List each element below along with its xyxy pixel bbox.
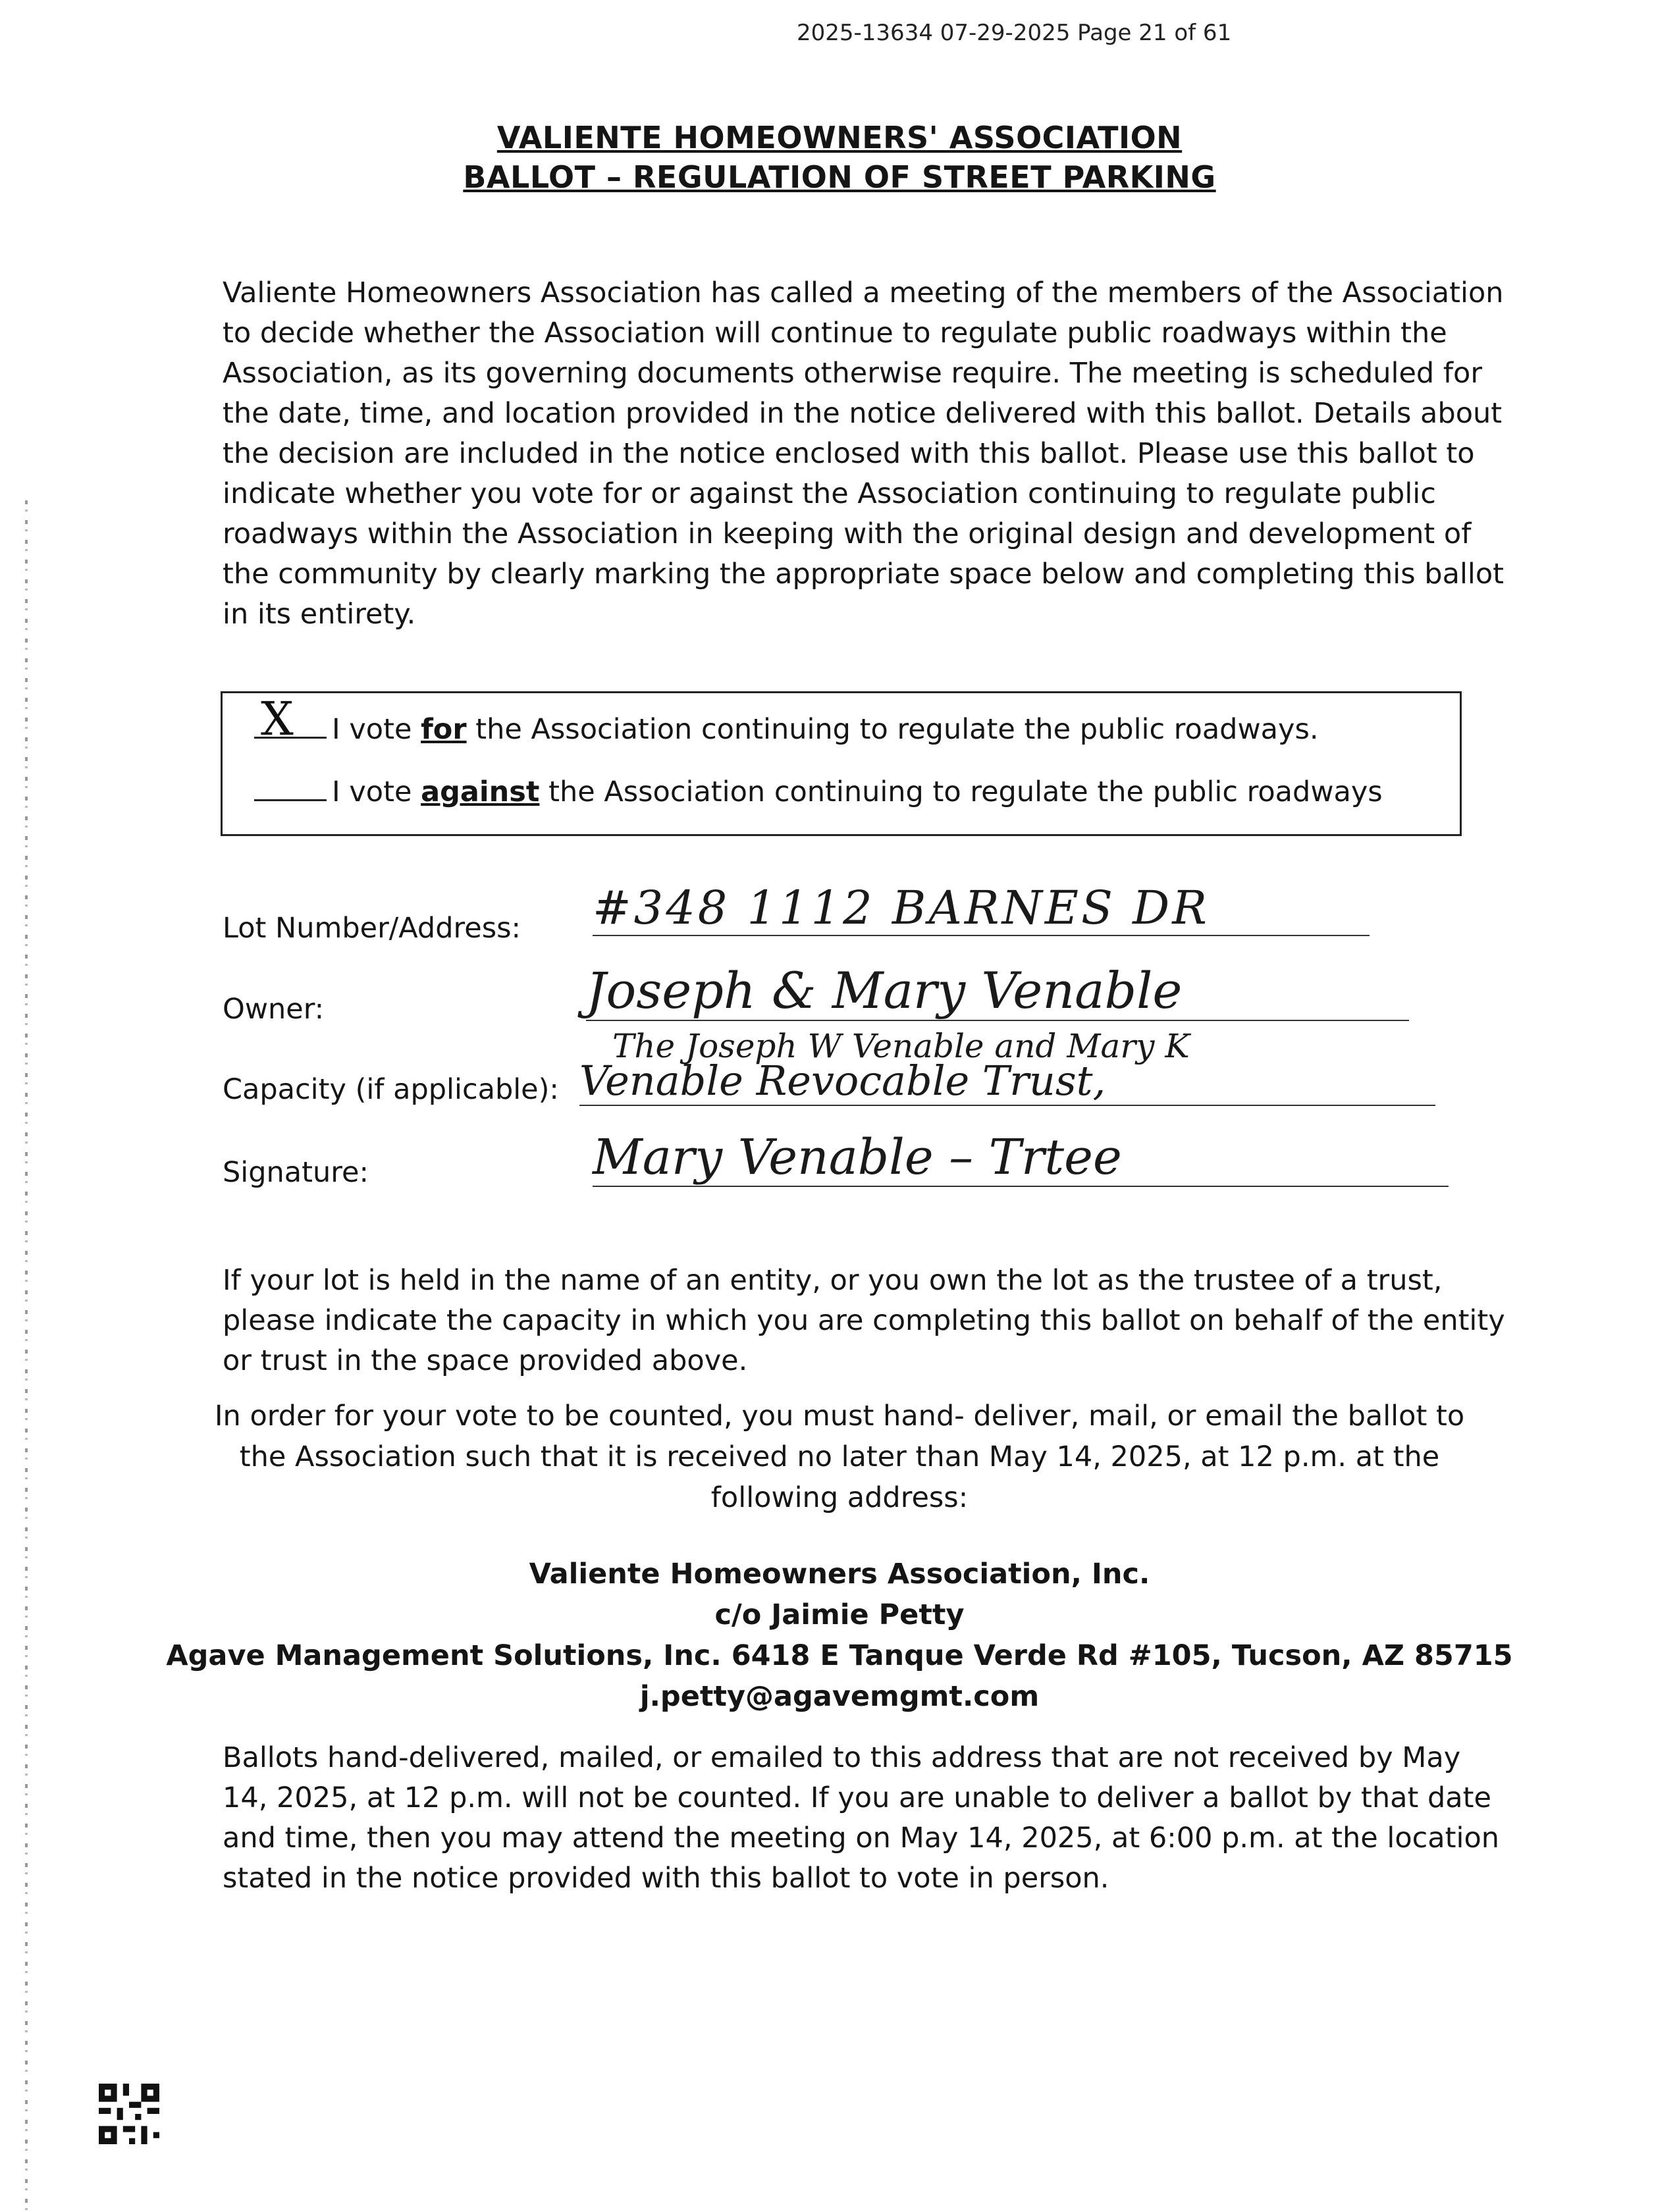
delivery-line3: following address: (710, 1481, 969, 1514)
vote-for-mark: X (261, 692, 294, 746)
title-association: VALIENTE HOMEOWNERS' ASSOCIATION (496, 120, 1183, 155)
delivery-instructions (0, 1396, 1679, 1518)
capacity-value-line1[interactable]: The Joseph W Venable and Mary K (612, 1027, 1190, 1065)
closing-text: Ballots hand-delivered, mailed, or emailed to this address that are not received by May 14, 2025, at 12 p.m. will not be counted. If you are unable to deliver a ballot by that date and time, then you may attend the meeting on May 14, 2025, at 6:00 p.m. at the location stated in the notice provided with this ballot to vote in person. (223, 1741, 1500, 1895)
address-line1: Valiente Homeowners Association, Inc. (529, 1558, 1150, 1591)
vote-against-pre: I vote (332, 776, 421, 808)
intro-paragraph (223, 273, 1506, 635)
address-email[interactable]: j.petty@agavemgmt.com (639, 1680, 1040, 1713)
vote-against-blank[interactable] (254, 776, 327, 801)
owner-label: Owner: (223, 993, 325, 1026)
owner-value[interactable]: Joseph & Mary Venable (586, 961, 1409, 1021)
entity-note-paragraph (223, 1261, 1506, 1381)
closing-paragraph (223, 1738, 1506, 1899)
scan-edge-artifact (25, 500, 28, 2212)
vote-options-box (221, 691, 1462, 836)
page-stamp: 2025-13634 07-29-2025 Page 21 of 61 (797, 20, 1232, 46)
vote-for-blank[interactable] (254, 692, 327, 746)
address-line2: c/o Jaimie Petty (714, 1598, 965, 1631)
capacity-value-line2[interactable]: Venable Revocable Trust, (579, 1057, 1435, 1106)
mailing-address (0, 1554, 1679, 1717)
signature-label: Signature: (223, 1156, 369, 1189)
vote-for-pre: I vote (332, 713, 421, 746)
vote-against-word: against (421, 776, 540, 808)
capacity-label: Capacity (if applicable): (223, 1073, 559, 1106)
qr-code-icon (99, 2084, 159, 2144)
vote-for-option[interactable] (254, 692, 1319, 746)
entity-note-text: If your lot is held in the name of an entity, or you own the lot as the trustee of a trust, please indicate the capacity in which you are completing this ballot on behalf of the entity or trust in the space provided above. (223, 1264, 1505, 1377)
lot-value[interactable]: #348 1112 BARNES DR (593, 881, 1370, 936)
vote-for-post: the Association continuing to regulate the public roadways. (466, 713, 1319, 746)
signature-value[interactable]: Mary Venable – Trtee (593, 1129, 1449, 1187)
vote-for-word: for (421, 713, 467, 746)
vote-against-post: the Association continuing to regulate the public roadways (539, 776, 1383, 808)
title-ballot: BALLOT – REGULATION OF STREET PARKING (463, 159, 1216, 195)
address-line3: Agave Management Solutions, Inc. 6418 E Tanque Verde Rd #105, Tucson, AZ 85715 (166, 1639, 1513, 1672)
lot-label: Lot Number/Address: (223, 912, 521, 945)
delivery-line1: In order for your vote to be counted, you must hand- deliver, mail, or email the ballot to (214, 1400, 1465, 1433)
delivery-line2: the Association such that it is received no later than May 14, 2025, at 12 p.m. at the (239, 1440, 1440, 1473)
vote-against-option[interactable] (254, 776, 1383, 808)
intro-text: Valiente Homeowners Association has called a meeting of the members of the Association to decide whether the Association will continue to regulate public roadways within the Association, as its governing documents otherwise require. The meeting is scheduled for the date, time, and location provided in the notice delivered with this ballot. Details about the decision are included in the notice enclosed with this ballot. Please use this ballot to indicate whether you vote for or against the Association continuing to regulate public roadways within the Association in keeping with the original design and development of the community by clearly marking the appropriate space below and completing this ballot in its entirety. (223, 276, 1505, 631)
